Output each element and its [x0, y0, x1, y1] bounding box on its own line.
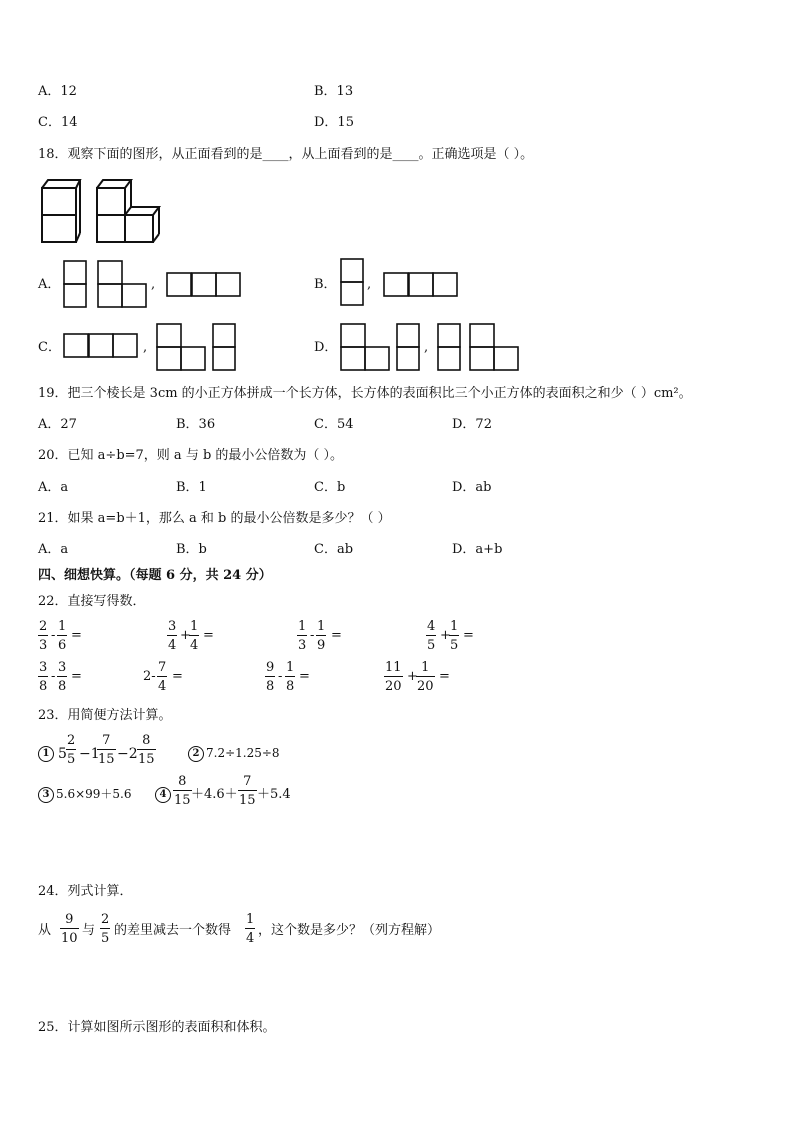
q18-figure-stack	[40, 178, 80, 242]
q24-mid: 的差里减去一个数得	[114, 923, 232, 938]
q19-option-a: A．27	[38, 417, 77, 432]
q23-part-4-marker: 4	[155, 787, 173, 803]
q22-4-frac-b: $\frac{1}{5}$	[450, 619, 459, 653]
q22-1-frac-b: $\frac{1}{6}$	[58, 619, 67, 653]
q22-2-frac-a: $\frac{3}{4}$	[168, 619, 177, 653]
q19-option-d: D．72	[452, 417, 492, 432]
q18-d-view-4	[469, 323, 519, 371]
q22-4-op: +	[440, 628, 451, 643]
q22-7-op: -	[278, 669, 283, 684]
q20-option-b: B．1	[176, 480, 207, 495]
q18-a-front-view	[63, 260, 87, 308]
q22-6-eq: =	[172, 669, 183, 684]
q23-p1-frac-1: $\frac{2}{5}$	[67, 733, 76, 767]
q22-2-op: +	[180, 628, 191, 643]
q22-3-op: -	[310, 628, 315, 643]
q21-option-c: C．ab	[314, 542, 354, 557]
q23-question: 23．用简便方法计算。	[38, 708, 172, 723]
q18-figure-l-shape	[95, 178, 163, 242]
q24-end: ，这个数是多少？（列方程解）	[258, 923, 441, 938]
q22-8-frac-a: $\frac{11}{20}$	[385, 660, 402, 694]
q24-frac-3: $\frac{1}{4}$	[246, 912, 255, 946]
q22-8-op: +	[407, 669, 418, 684]
q22-8-eq: =	[439, 669, 450, 684]
q22-5-eq: =	[71, 669, 82, 684]
q21-option-b: B．b	[176, 542, 207, 557]
q24-question: 24．列式计算．	[38, 884, 133, 899]
q22-7-frac-a: $\frac{9}{8}$	[266, 660, 275, 694]
q22-2-frac-b: $\frac{1}{4}$	[190, 619, 199, 653]
q23-p3-expression: 5.6×99＋5.6	[56, 787, 132, 801]
q22-1-op: -	[51, 628, 56, 643]
q17-option-c: C．14	[38, 115, 78, 130]
q20-option-a: A．a	[38, 480, 69, 495]
q21-option-a: A．a	[38, 542, 69, 557]
q18-d-view-1	[340, 323, 390, 371]
q20-question: 20．已知 a÷b=7，则 a 与 b 的最小公倍数为（ ）。	[38, 448, 344, 463]
q23-part-2-marker: 2	[188, 746, 206, 762]
q19-option-b: B．36	[176, 417, 216, 432]
q18-b-comma: ,	[367, 277, 372, 292]
q23-p4-frac-2: $\frac{7}{15}$	[239, 774, 256, 808]
q21-question: 21．如果 a=b＋1，那么 a 和 b 的最小公倍数是多少？（ ）	[38, 511, 391, 526]
q23-part-1-marker: 1	[38, 746, 56, 762]
q22-5-frac-b: $\frac{3}{8}$	[58, 660, 67, 694]
q18-d-view-3	[437, 323, 461, 371]
q22-5-frac-a: $\frac{3}{8}$	[39, 660, 48, 694]
q22-6-frac-b: $\frac{7}{4}$	[158, 660, 167, 694]
q22-6-pre: 2-	[143, 669, 156, 684]
q23-p4-mid: ＋4.6＋	[191, 787, 238, 802]
q18-b-front-view	[340, 258, 364, 306]
q22-3-eq: =	[331, 628, 342, 643]
q18-option-b: B．	[314, 277, 337, 292]
q17-option-a: A．12	[38, 84, 77, 99]
q18-d-comma: ,	[424, 340, 429, 355]
q23-part-3-marker: 3	[38, 787, 56, 803]
q23-p1-frac-2: $\frac{7}{15}$	[98, 733, 115, 767]
q24-with: 与	[82, 923, 96, 938]
q18-option-d: D．	[314, 340, 338, 355]
q23-p4-end: ＋5.4	[257, 787, 291, 802]
section-4-title: 四、细想快算。（每题 6 分，共 24 分）	[38, 568, 272, 583]
q23-p1-op-2: −2	[117, 746, 138, 762]
q22-3-frac-a: $\frac{1}{3}$	[298, 619, 307, 653]
q18-b-top-view	[383, 272, 459, 298]
q18-a-top-view	[166, 272, 242, 298]
q23-p1-op-1: −1	[79, 746, 100, 762]
q22-4-frac-a: $\frac{4}{5}$	[427, 619, 436, 653]
q19-question: 19．把三个棱长是 3cm 的小正方体拼成一个长方体，长方体的表面积比三个小正方体的表面积之和少（ ）cm²。	[38, 386, 692, 401]
q18-a-comma: ,	[151, 277, 156, 292]
q22-5-op: -	[51, 669, 56, 684]
q18-c-top-view-l	[156, 323, 206, 371]
q22-3-frac-b: $\frac{1}{9}$	[317, 619, 326, 653]
q18-c-top-view-stack	[212, 323, 236, 371]
q24-frac-2: $\frac{2}{5}$	[101, 912, 110, 946]
q23-p2-expression: 7.2÷1.25÷8	[206, 746, 280, 760]
q21-option-d: D．a+b	[452, 542, 503, 557]
q19-option-c: C．54	[314, 417, 354, 432]
q23-p4-frac-1: $\frac{8}{15}$	[174, 774, 191, 808]
q22-7-eq: =	[299, 669, 310, 684]
q22-1-eq: =	[71, 628, 82, 643]
q17-option-b: B．13	[314, 84, 354, 99]
q23-p1-whole: 5	[58, 746, 67, 762]
q24-frac-1: $\frac{9}{10}$	[61, 912, 78, 946]
q18-c-comma: ,	[143, 340, 148, 355]
q25-question: 25．计算如图所示图形的表面积和体积。	[38, 1020, 276, 1035]
q18-option-c: C．	[38, 340, 61, 355]
q20-option-c: C．b	[314, 480, 346, 495]
q17-option-d: D．15	[314, 115, 354, 130]
q18-a-second-view	[97, 260, 147, 308]
q18-question: 18．观察下面的图形，从正面看到的是____，从上面看到的是____。正确选项是（ ）。	[38, 147, 534, 162]
q23-p1-frac-3: $\frac{8}{15}$	[138, 733, 155, 767]
q22-7-frac-b: $\frac{1}{8}$	[286, 660, 295, 694]
q24-from: 从	[38, 923, 52, 938]
q22-question: 22．直接写得数．	[38, 594, 146, 609]
q18-c-front-view	[63, 333, 139, 359]
q22-8-frac-b: $\frac{1}{20}$	[417, 660, 434, 694]
q22-1-frac-a: $\frac{2}{3}$	[39, 619, 48, 653]
q18-option-a: A．	[38, 277, 61, 292]
q22-2-eq: =	[203, 628, 214, 643]
q22-4-eq: =	[463, 628, 474, 643]
q20-option-d: D．ab	[452, 480, 492, 495]
q18-d-view-2	[396, 323, 420, 371]
